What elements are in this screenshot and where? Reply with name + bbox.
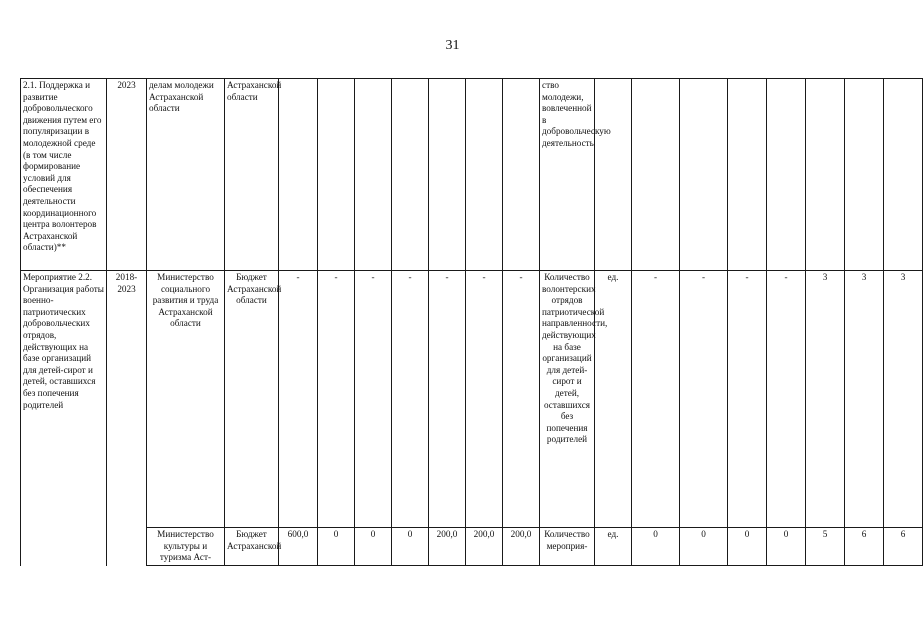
target-cell: 6 (884, 528, 923, 566)
target-cell: 0 (767, 528, 806, 566)
source-cell: Астраханской области (225, 79, 279, 271)
target-cell: 0 (632, 528, 680, 566)
target-cell (680, 79, 728, 271)
value-cell: 200,0 (429, 528, 466, 566)
target-cell: - (767, 271, 806, 528)
value-cell (503, 79, 540, 271)
target-cell: - (680, 271, 728, 528)
value-cell: - (503, 271, 540, 528)
value-cell: 200,0 (503, 528, 540, 566)
value-cell: 0 (392, 528, 429, 566)
executor-cell: делам молодежи Астраханской области (147, 79, 225, 271)
target-cell: - (728, 271, 767, 528)
target-cell (728, 79, 767, 271)
unit-cell: ед. (595, 528, 632, 566)
period-cell: 2023 (107, 79, 147, 271)
period-cell: 2018-2023 (107, 271, 147, 566)
target-cell: 6 (845, 528, 884, 566)
value-cell (429, 79, 466, 271)
value-cell (318, 79, 355, 271)
target-cell: 0 (728, 528, 767, 566)
indicator-cell: ство молодежи, вовлеченной в добровольческую деятельность (540, 79, 595, 271)
value-cell: - (466, 271, 503, 528)
source-cell: Бюджет Астраханской области (225, 271, 279, 528)
value-cell: 200,0 (466, 528, 503, 566)
indicator-cell: Количество волонтерских отрядов патриотической направленности, действующих на базе организаций для детей-сирот и детей, оставшихся без попечения родителей (540, 271, 595, 528)
page-number: 31 (445, 38, 460, 53)
value-cell: - (392, 271, 429, 528)
unit-cell (595, 79, 632, 271)
value-cell: - (279, 271, 318, 528)
target-cell: 0 (680, 528, 728, 566)
target-cell: - (632, 271, 680, 528)
target-cell: 3 (884, 271, 923, 528)
value-cell: 0 (355, 528, 392, 566)
target-cell: 3 (806, 271, 845, 528)
source-cell: Бюджет Астраханской (225, 528, 279, 566)
table-row (21, 79, 923, 271)
target-cell (806, 79, 845, 271)
value-cell (279, 79, 318, 271)
executor-cell: Министерство социального развития и труда Астраханской области (147, 271, 225, 528)
target-cell (845, 79, 884, 271)
target-cell: 3 (845, 271, 884, 528)
target-cell (884, 79, 923, 271)
measure-cell: 2.1. Поддержка и развитие добровольческого движения путем его популяризации в молодежной среде (в том числе формирование условий для обеспечения деятельности координационного центра волонтеров Астраханской области)** (21, 79, 107, 271)
program-table (20, 78, 923, 566)
target-cell (767, 79, 806, 271)
value-cell (355, 79, 392, 271)
executor-cell: Министерство культуры и туризма Аст- (147, 528, 225, 566)
value-cell (392, 79, 429, 271)
target-cell: 5 (806, 528, 845, 566)
measure-cell: Мероприятие 2.2. Организация работы военно-патриотических добровольческих отрядов, действующих на базе организаций для детей-сирот и детей, оставшихся без попечения родителей (21, 271, 107, 566)
table-row (21, 271, 923, 528)
unit-cell: ед. (595, 271, 632, 528)
table-row (21, 528, 923, 566)
value-cell: 600,0 (279, 528, 318, 566)
value-cell: - (318, 271, 355, 528)
value-cell (466, 79, 503, 271)
value-cell: - (355, 271, 392, 528)
value-cell: - (429, 271, 466, 528)
target-cell (632, 79, 680, 271)
value-cell: 0 (318, 528, 355, 566)
indicator-cell: Количество мероприя- (540, 528, 595, 566)
